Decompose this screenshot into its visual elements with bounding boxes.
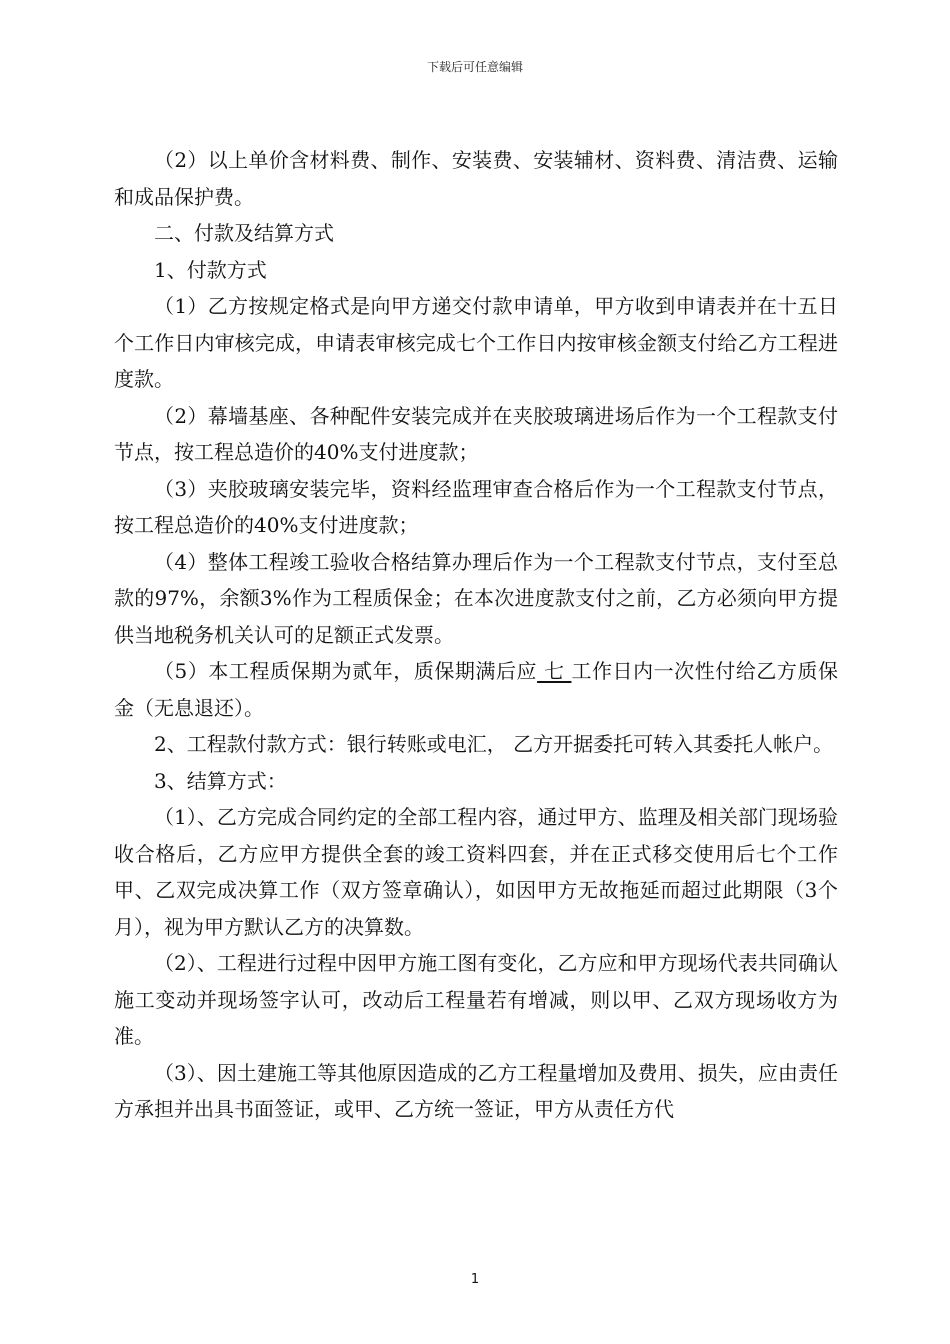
page-header: 下载后可任意编辑 — [426, 60, 523, 74]
paragraph-transfer-method: 2、工程款付款方式：银行转账或电汇， 乙方开据委托可转入其委托人帐户。 — [154, 732, 834, 756]
paragraph-glass-installation-milestone: （3）夹胶玻璃安装完毕，资料经监理审查合格后作为一个工程款支付节点，按工程总造价的40%支付进度款； — [114, 476, 838, 537]
paragraph-final-account: （1）、乙方完成合同约定的全部工程内容，通过甲方、监理及相关部门现场验收合格后，乙方应甲方提供全套的竣工资料四套，并在正式移交使用后七个工作甲、乙双完成决算工作（双方签章确认），如因甲方无故拖延而超过此期限（3个月），视为甲方默认乙方的决算数。 — [114, 805, 838, 939]
document-body — [114, 142, 838, 1128]
warranty-text-before: （5）本工程质保期为贰年，质保期满后应 — [154, 659, 538, 683]
warranty-days-underlined: 七 — [537, 659, 572, 683]
paragraph-warranty-period — [114, 653, 838, 726]
section-heading-payment-settlement: 二、付款及结算方式 — [154, 221, 334, 245]
warranty-text-after: 工作日内一次性付给乙方质保金（无息退还）。 — [114, 659, 838, 720]
paragraph-design-change: （2）、工程进行过程中因甲方施工图有变化，乙方应和甲方现场代表共同确认施工变动并现场签字认可，改动后工程量若有增减，则以甲、乙双方现场收方为准。 — [114, 951, 838, 1048]
page-number: 1 — [470, 1272, 480, 1287]
paragraph-curtain-wall-milestone: （2）幕墙基座、各种配件安装完成并在夹胶玻璃进场后作为一个工程款支付节点，按工程总造价的40%支付进度款； — [114, 403, 838, 464]
paragraph-civil-works-loss: （3）、因土建施工等其他原因造成的乙方工程量增加及费用、损失，应由责任方承担并出具书面签证，或甲、乙方统一签证，甲方从责任方代 — [114, 1060, 838, 1121]
paragraph-completion-milestone: （4）整体工程竣工验收合格结算办理后作为一个工程款支付节点，支付至总款的97%，余额3%作为工程质保金；在本次进度款支付之前，乙方必须向甲方提供当地税务机关认可的足额正式发票。 — [114, 549, 838, 647]
subheading-settlement-method: 3、结算方式： — [154, 768, 287, 793]
paragraph-payment-application: （1）乙方按规定格式是向甲方递交付款申请单，甲方收到申请表并在十五日个工作日内审核完成，申请表审核完成七个工作日内按审核金额支付给乙方工程进度款。 — [114, 294, 838, 391]
subheading-payment-method: 1、付款方式 — [154, 257, 267, 282]
paragraph-unit-price-note: （2）以上单价含材料费、制作、安装费、安装辅材、资料费、清洁费、运输和成品保护费。 — [114, 148, 838, 209]
